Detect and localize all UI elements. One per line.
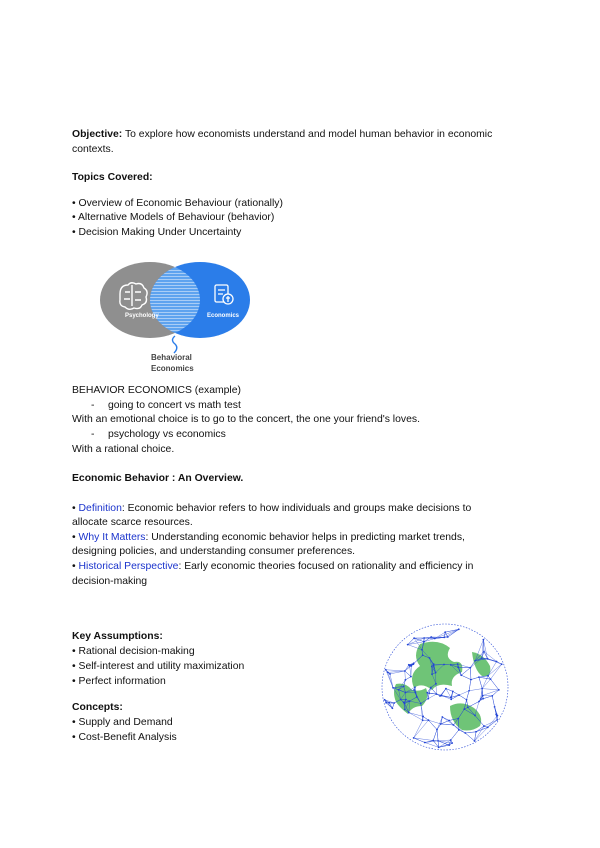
- mesh-node: [487, 726, 489, 728]
- mesh-node: [450, 739, 452, 741]
- mesh-edge: [410, 666, 411, 677]
- behavioral-caption-line-1: Behavioral: [151, 353, 192, 362]
- mesh-edge: [467, 691, 470, 700]
- mesh-edge: [438, 741, 439, 747]
- mesh-edge: [461, 668, 470, 676]
- behavior-sub-item-2: psychology vs economics: [108, 429, 226, 440]
- behavioral-caption-line-2: Economics: [151, 364, 194, 373]
- mesh-edge: [409, 713, 423, 717]
- mesh-edge: [453, 691, 459, 695]
- mesh-edge: [482, 689, 483, 696]
- historical-perspective-label: Historical Perspective: [78, 561, 179, 572]
- mesh-node: [405, 692, 407, 694]
- mesh-edge: [459, 691, 469, 695]
- overview-heading: Economic Behavior : An Overview.: [72, 473, 244, 484]
- mesh-edge: [482, 689, 499, 690]
- bullet: •: [72, 561, 79, 572]
- objective-line-1: [72, 128, 492, 143]
- why-it-matters-label: Why It Matters: [78, 532, 146, 543]
- mesh-node: [487, 675, 489, 677]
- mesh-edge: [441, 720, 449, 723]
- mesh-node: [400, 699, 402, 701]
- historical-text: : Early economic theories focused on rationality and efficiency in: [178, 561, 474, 572]
- mesh-edge: [444, 629, 459, 637]
- mesh-edge: [469, 680, 471, 691]
- network-globe-image: [380, 622, 510, 752]
- mesh-edge: [487, 659, 496, 662]
- concept-item: • Cost-Benefit Analysis: [72, 732, 177, 743]
- mesh-edge: [482, 679, 490, 689]
- economics-label: Economics: [207, 313, 240, 319]
- mesh-edge: [465, 732, 476, 733]
- why-line-1: [72, 531, 465, 546]
- mesh-edge: [470, 668, 471, 680]
- mesh-edge: [427, 688, 431, 693]
- mesh-node: [481, 657, 483, 659]
- assumption-item: • Perfect information: [72, 676, 166, 687]
- behavior-line-2: With a rational choice.: [72, 444, 175, 455]
- mesh-node: [407, 644, 409, 646]
- mesh-edge: [386, 670, 405, 671]
- mesh-edge: [405, 666, 412, 671]
- mesh-edge: [423, 716, 428, 720]
- mesh-node: [413, 689, 415, 691]
- mesh-edge: [483, 696, 492, 699]
- objective-text: To explore how economists understand and model human behavior in economic: [122, 129, 493, 140]
- mesh-node: [444, 631, 446, 633]
- mesh-node: [451, 742, 453, 744]
- mesh-edge: [488, 716, 498, 728]
- mesh-edge: [442, 717, 449, 720]
- mesh-edge: [388, 671, 405, 672]
- mesh-node: [403, 686, 405, 688]
- mesh-edge: [451, 695, 459, 699]
- mesh-node: [483, 725, 485, 727]
- assumption-item: • Self-interest and utility maximization: [72, 661, 245, 672]
- mesh-edge: [491, 679, 499, 690]
- mesh-edge: [405, 665, 409, 671]
- mesh-edge: [390, 674, 393, 688]
- bullet: •: [72, 532, 79, 543]
- mesh-node: [494, 706, 496, 708]
- mesh-edge: [468, 701, 479, 707]
- mesh-node: [412, 663, 414, 665]
- globe-land-mass: [394, 684, 427, 714]
- objective-line-2: contexts.: [72, 144, 114, 155]
- definition-line-2: allocate scarce resources.: [72, 517, 193, 528]
- mesh-edge: [446, 689, 453, 692]
- mesh-node: [458, 694, 460, 696]
- topic-item: • Decision Making Under Uncertainty: [72, 227, 242, 238]
- venn-connector-line: [173, 336, 177, 353]
- mesh-edge: [438, 740, 451, 741]
- mesh-node: [420, 703, 422, 705]
- mesh-edge: [461, 675, 471, 679]
- mesh-edge: [483, 640, 487, 659]
- mesh-node: [422, 654, 424, 656]
- mesh-edge: [479, 677, 491, 679]
- historical-line-1: [72, 560, 473, 575]
- topic-item: • Alternative Models of Behaviour (behavior): [72, 212, 275, 223]
- definition-label: Definition: [78, 503, 122, 514]
- why-text: : Understanding economic behavior helps in predicting market trends,: [145, 532, 465, 543]
- dash-2: -: [91, 429, 95, 440]
- concept-item: • Supply and Demand: [72, 717, 173, 728]
- dash-1: -: [91, 400, 95, 411]
- mesh-edge: [479, 695, 483, 701]
- behavior-heading: BEHAVIOR ECONOMICS (example): [72, 385, 241, 396]
- topics-heading: Topics Covered:: [72, 172, 153, 183]
- objective-label: Objective:: [72, 129, 123, 140]
- assumption-item: • Rational decision-making: [72, 646, 195, 657]
- mesh-node: [424, 742, 426, 744]
- mesh-node: [466, 699, 468, 701]
- mesh-edge: [428, 694, 436, 699]
- mesh-node: [440, 723, 442, 725]
- mesh-edge: [431, 688, 437, 695]
- mesh-edge: [427, 693, 428, 699]
- behavior-line-1: With an emotional choice is to go to the concert, the one your friend's loves.: [72, 414, 420, 425]
- mesh-edge: [465, 733, 474, 741]
- mesh-edge: [469, 689, 482, 691]
- definition-text: : Economic behavior refers to how individuals and groups make decisions to: [121, 503, 472, 514]
- mesh-edge: [414, 720, 429, 738]
- mesh-edge: [405, 677, 411, 680]
- mesh-edge: [440, 689, 446, 696]
- concepts-heading: Concepts:: [72, 702, 123, 713]
- mesh-node: [430, 636, 432, 638]
- why-line-2: designing policies, and understanding consumer preferences.: [72, 546, 356, 557]
- mesh-node: [385, 669, 387, 671]
- mesh-edge: [459, 695, 466, 700]
- mesh-edge: [492, 690, 499, 696]
- mesh-node: [384, 699, 386, 701]
- mesh-edge: [471, 677, 479, 679]
- mesh-node: [422, 719, 424, 721]
- mesh-edge: [437, 717, 442, 730]
- mesh-edge: [405, 671, 411, 677]
- mesh-edge: [451, 730, 459, 740]
- mesh-edge: [433, 730, 437, 741]
- mesh-edge: [483, 690, 499, 696]
- assumptions-heading: Key Assumptions:: [72, 631, 163, 642]
- mesh-edge: [476, 727, 488, 731]
- mesh-edge: [405, 671, 406, 680]
- mesh-edge: [386, 670, 393, 688]
- mesh-node: [482, 695, 484, 697]
- mesh-edge: [491, 664, 502, 679]
- definition-line-1: [72, 502, 471, 517]
- bullet: •: [72, 503, 79, 514]
- mesh-node: [436, 693, 438, 695]
- mesh-edge: [441, 724, 454, 725]
- mesh-edge: [484, 652, 488, 659]
- mesh-edge: [414, 720, 423, 738]
- mesh-edge: [449, 720, 453, 724]
- mesh-edge: [437, 730, 438, 741]
- mesh-node: [408, 712, 410, 714]
- mesh-edge: [424, 638, 435, 641]
- mesh-node: [460, 674, 462, 676]
- topic-item: • Overview of Economic Behaviour (rationally): [72, 198, 283, 209]
- behavior-sub-item-1: going to concert vs math test: [108, 400, 241, 411]
- psychology-label: Psychology: [125, 313, 159, 319]
- mesh-edge: [479, 677, 482, 688]
- mesh-edge: [446, 689, 451, 698]
- mesh-edge: [492, 696, 494, 707]
- mesh-edge: [409, 713, 423, 721]
- mesh-node: [433, 663, 435, 665]
- historical-line-2: decision-making: [72, 576, 148, 587]
- mesh-node: [439, 695, 441, 697]
- mesh-node: [464, 732, 466, 734]
- behavioral-economics-venn-diagram: [95, 256, 260, 376]
